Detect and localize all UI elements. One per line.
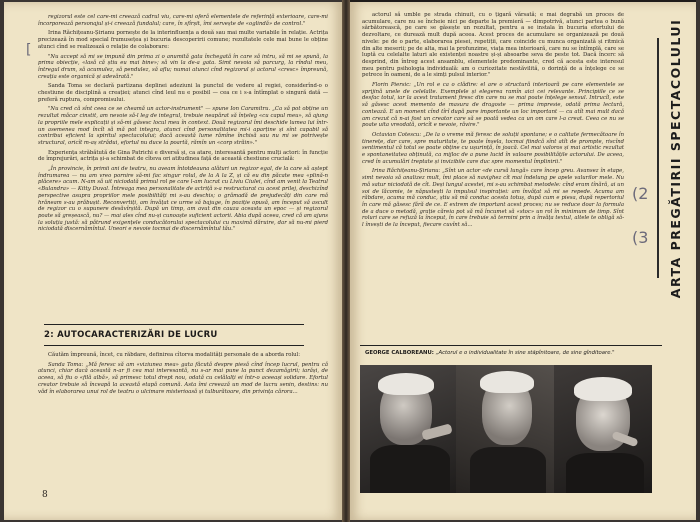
- left-body-text-lower: [38, 352, 328, 482]
- paragraph: Irina Răchițeanu-Șirianu pornește de la interinfluența a două sau mai multe variabile în relație. Actrița precizează în mod special frumusețea și bucuria descoperirii comune; rezultatele cele mai bune le obține atunci cînd se realizează o relație de colaborare:: [38, 30, 328, 50]
- pencil-mark: (2: [632, 184, 649, 203]
- left-page: [4, 2, 342, 520]
- paragraph: "Nu accept să mi se impună din prima zi o anumită gata închegată în care să intru, să mi se spună, la prima obiecție, «lasă că știu eu mai bine»; să vin la de-a gata. Simt nevoia să parcurg, la rîndul meu, întregul drum, să acumulez, să pendulez, să aflu; numai atunci cînd regizorul și actorul «cresc» împreună, creația este organică și adevărată.": [38, 53, 328, 80]
- paragraph: Florin Piersic: „Un rol e ca o clădire: el are o structură interioară pe care elementele se sprijină unele de celelalte. Exemplele și elegerea ramîn aici cei relevante. Principiile ce se desfac totul, iar la acest tratament firesc din care nu se mai poate înțelege sensul. Intrucîl, este să găsesc acest memento de masura de dragoste — prima impresie, odată prima lectură, contează. E un moment cînd tîrî după pare importante un loc important — cu atît mai mult dacă am crezut că n-ai fost un creator care să se poată vedea ca un om care l-a creat. Ceea ce nu se poate uita vreodată, oricît e nevoie, răvire.": [362, 82, 624, 129]
- paragraph: Irina Răchițeanu-Șirianu: „Sînt un actor «de cursă lungă» care încep greu. Avansez în etape, simt nevoia să analizez mult, îmi place să navighez cît mai îndelung pe apele valurilor mele. Nu mă satur niciodată de cît. Deși lungul acestei, mi s-au schimbat metodele: cînd eram tînără, ai un soi de lăcomie, te năpustești la impulsul inspirației: am învățat să mi se repede. Acuma am răbdare, acuma mă conduc, știu să mă conduc acesta totuș, după cum e piesa, după repertoriul în care mă găsesc fără de ce. E extrem de important acest proces; nu se reduce doar la formula de a duce o metodă, grație căreia pot să mă încumet să «stoc» un rol în minimum de timp. Sînt roluri care se refuză la început, în care trebuie să termini prin a învăța textul, altele te obligă să-l învești de la început, fiecare cuvînt să...: [362, 168, 624, 229]
- right-body-text: [362, 12, 624, 338]
- caption-quote: „Actorul e o individualitate în sine stăpînitoare, de sine gînditoare.": [435, 350, 615, 356]
- portrait-2: [456, 365, 556, 493]
- book-gutter: [342, 0, 350, 522]
- section-sidebar: [657, 18, 693, 298]
- pencil-mark: (3: [632, 228, 649, 247]
- paragraph: actorul să umble pe strada chinuit, cu o țigară vărsată; e mai degrabă un proces de acumulare, care nu se încheie nici pe departe la premieră — dimpotrivă, atunci partea o bună sărbătorească, pe care se găsește un rezultat, pentru a se instala în bucuria efortului de dezvoltare, ce durează mult după aceea. Acest proces de acumulare se organizează pe două nivele: pe de o parte, elaborarea piesei, repetiții, care coincide cu munca organizată și ritmică din alte meserii; pe de alta, mai la profunzime, viața mea interioară, care nu se întîmplă, care se luptă cu celelalte laturi ale existenței noastre și-și absoarbe seva de peste tot. Dacă încerc să desprind, din întreg acest ansamblu, elementele predominante, cred că acesta este interesul meu pentru psihologia individuală: am o curiozitate nestăvilită, o dorință de a înțelege ce se petrece în oameni, de a le simți pulsul interior.": [362, 12, 624, 79]
- caption-name: GEORGE CALBOREANU:: [365, 350, 434, 356]
- portrait-photo-strip: [360, 365, 652, 493]
- paragraph: Experiența străbătută de Gina Patrichi e diversă și, ca atare, interesantă pentru mulți actori: în funcție de împrejurări, actrița și-a schimbat de cîteva ori atitudinea față de această chestiune crucială:: [38, 149, 328, 163]
- paragraph: regizorul este cel care-mi creează cadrul viu, care-mi oferă elementele de referință exterioare, care-mi încorporează personajul și-i creează fundalul; care, în sfîrșit, îmi servește de «oglindă» de control.": [38, 14, 328, 27]
- right-page: [350, 2, 696, 520]
- paragraph: Octavian Cotescu: „De la o vreme mă feresc de soluții spontane; e o calitate fermecătoare în tinerețe, dar care, spre maturitate, te poate înșela, tocmai fiindcă sînt atît de prompte, riscînd sentimentul că totul se poate obține cu ușurință, în joacă. Cel mai valoros și mai artistic rezultat e spontaneitatea obținută, ca mijloc de a pune lucid în valoare posibilitățile actorului. De aceea, cred în acumulări treptate și invizibile care duc spre momentul împlinirii.": [362, 131, 624, 165]
- paragraph: Căutăm împreună, încet, cu răbdare, definirea cîtorva modalități personale de a aborda rolul:: [48, 352, 301, 358]
- portrait-3: [554, 365, 652, 493]
- paragraph: "Nu cred că sînt ceea ce se cheamă un actor-instrument" — spune Ion Caramitru. „Ca să pot obține un rezultat măcar cinstit, am nevoie să-l leg de integrul, trebuie neapărat să înțeleg «cu capul meu», să ajung la propriile mele explicații și să-mi găsesc locul meu în context. Două regizorul îmi deschide lumea lui într-un asemenea mod încît să mă pot integra, atunci cînd personalitatea mi-i aparține și sînt capabil să contribui eficient la spiritul spectacolului; dacă această lume rămîne închisă sau nu mi se potrivește structural, oricît m-aș strădui, efortul nu duce la poartă, rămîn un «corp străin».": [38, 106, 328, 146]
- paragraph: Sanda Toma se declară partizana deplinei adeziuni la punctul de vedere al regiei, considerînd-o o chestiune de disciplină a creației; atunci cînd leul nu e posibil — cea ce i s-a întîmplat o singură dată — preferă ruptura, compromisului.: [38, 83, 328, 103]
- left-body-text: [38, 14, 328, 318]
- page-number: 8: [42, 490, 48, 500]
- paragraph: Sanda Toma: „Mă feresc să am «viziunea mea» gata făcută despre piesă cînd încep lucrul, pentru că atunci, chiar dacă această n-ar fi cea mai interesantă, nu s-ar mai pune la punct dezamăgirii; iarăși, de aceea, să fiu o «filă albă», să primesc totul drept nou, odată cu celălalți ei într-o aceeași solidare. Efortul creator trebuie să înceapă la această etapă comună. Asta îmi creează un mod de lucru senin, destins: nu văd în elaborarea unui rol de teatru o ulcimare misterioasă și tulburătoare, din privința cărora...: [38, 361, 328, 395]
- portrait-1: [360, 365, 460, 493]
- sidebar-title: ARTA PREGĂTIRII SPECTACOLULUI: [668, 18, 684, 298]
- pencil-mark: [: [26, 42, 32, 58]
- paragraph: „În provincie, în primii ani de teatru, nu aveam întotdeauna alături un regizor egal, de la care să aștept îndrumarea — nu am vreo pornire să-mi fac singur rolul, de la A la Z, și că eu din păcate mea «plină-n plăcere» acum. N-am să uit niciodată primul rol pe care l-am lucrat cu Liviu Ciulei, cînd am venit la Teatrul «Bulandra» — Kitty Duval. Întreaga mea personalitate de actriță s-a restructurat cu acest prilej, deschizînd perspective asupra propriilor mele posibilități mi s-au deschis; o grămadă de prejudecăți din care mă hrăneam s-au prăbușit. Reconvertiți, am învățat ce urme să bajuge, în poziție opusă, am început să ascult de regizor cu o supunere desăvîrșită. După un timp, am avut din cauza aceasta un epoc — și regizorul poate să greșească, nu? — mai ales cînd nu-și cunoaște suficient actorii. Abia după aceea, cred că am ajuns la soluția justă: să pătrund exigențele conducătorului spectacolului cu maximă dăruire, dar să nu-mi pierd niciodată discernămîntul. Uneori e nevoie tocmai de discernămîntul tău.": [38, 166, 328, 233]
- section-heading: 2: AUTOCARACTERIZĂRI DE LUCRU: [44, 324, 304, 346]
